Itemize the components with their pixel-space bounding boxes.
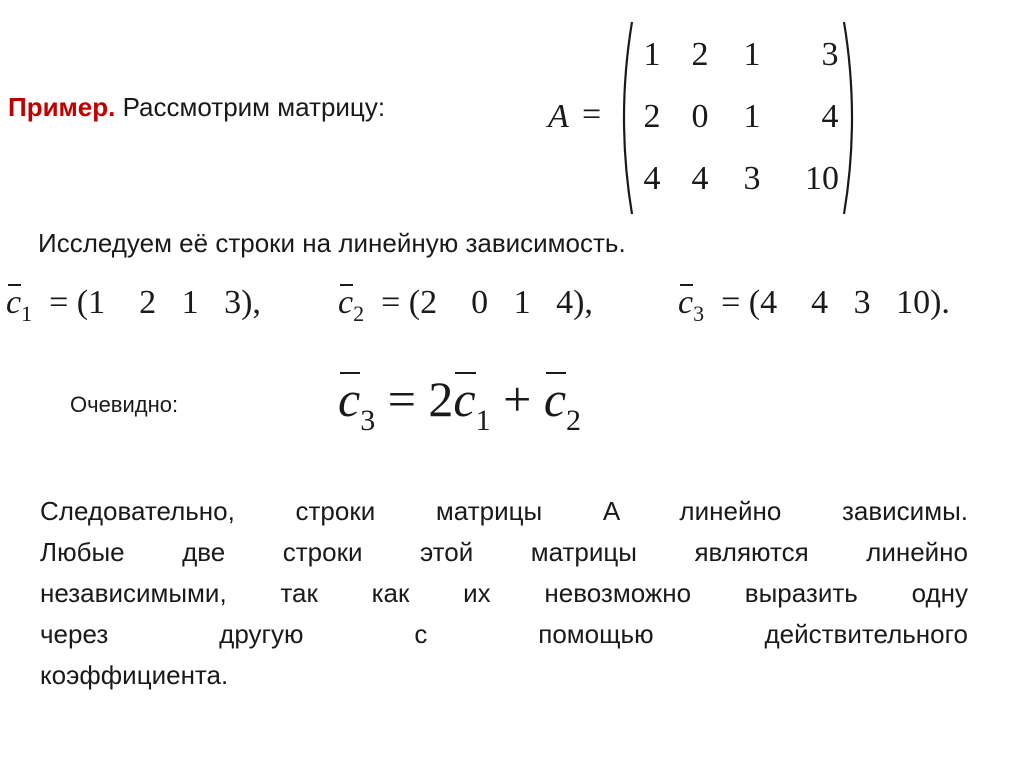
vector-component: 1	[88, 284, 106, 321]
equals-sign: =	[387, 371, 416, 427]
coefficient: 2	[428, 371, 454, 427]
matrix-cell: 2	[643, 98, 661, 135]
equals-sign: = (	[372, 284, 421, 321]
vector-symbol: c	[6, 284, 22, 321]
vector-component: 2	[420, 284, 438, 321]
matrix-cell: 1	[743, 98, 761, 135]
vector-symbol: c	[543, 371, 567, 427]
vector-subscript: 1	[21, 301, 33, 326]
matrix-cell: 10	[805, 160, 839, 197]
vector-component: 3	[853, 284, 871, 321]
matrix-cell: 3	[821, 36, 839, 73]
matrix-cell: 1	[643, 36, 661, 73]
equals-sign: = (	[712, 284, 761, 321]
conclusion-paragraph	[40, 491, 968, 696]
vector-subscript: 3	[360, 404, 376, 437]
vector-subscript: 1	[475, 404, 491, 437]
matrix-cell: 4	[643, 160, 661, 197]
matrix-a	[614, 18, 862, 218]
conclusion-line: Следовательно, строки матрицы A линейно зависимы.	[40, 496, 968, 526]
conclusion-line: Любые две строки этой матрицы являются линейно	[40, 537, 968, 567]
vector-component: 4	[811, 284, 829, 321]
matrix-cell: 0	[691, 98, 709, 135]
example-text: Рассмотрим матрицу:	[115, 92, 386, 122]
vector-c3: $c_3 = (4$ 4 3 10).	[678, 284, 950, 326]
example-heading	[8, 92, 385, 123]
vector-separator: ,	[584, 284, 593, 321]
dependency-formula	[338, 370, 582, 437]
vector-c1: $c_1 = (1$ 2 1 3),	[6, 284, 261, 326]
example-label: Пример.	[8, 92, 116, 122]
matrix-cell: 3	[743, 160, 761, 197]
matrix-equals-sign: =	[582, 96, 602, 133]
matrix-cell: 4	[691, 160, 709, 197]
equals-sign: = (	[40, 284, 89, 321]
vector-symbol: c	[338, 371, 361, 427]
vector-separator: ,	[252, 284, 261, 321]
vector-subscript: 2	[566, 404, 582, 437]
plus-sign: +	[503, 371, 532, 427]
vector-c2: $c_2 = (2$ 0 1 4),	[338, 284, 593, 326]
vector-component: 10	[896, 284, 931, 321]
vector-component: 3	[224, 284, 242, 321]
vector-component: 2	[139, 284, 157, 321]
vector-component: 4	[556, 284, 574, 321]
vector-symbol: c	[453, 371, 476, 427]
conclusion-line: независимыми, так как их невозможно выразить одну	[40, 578, 968, 608]
vector-subscript: 3	[693, 301, 705, 326]
vector-subscript: 2	[353, 301, 365, 326]
vector-component: 4	[760, 284, 778, 321]
matrix-cell: 4	[821, 98, 839, 135]
row-vectors	[6, 284, 1016, 334]
statement-text: Исследуем её строки на линейную зависимость.	[38, 228, 626, 258]
matrix-name: A	[548, 98, 569, 135]
vector-component: 1	[181, 284, 199, 321]
vector-separator: .	[941, 284, 950, 321]
matrix-cell: 1	[743, 36, 761, 73]
conclusion-line: через другую с помощью действительного	[40, 619, 968, 649]
obvious-label: Очевидно:	[70, 392, 179, 417]
vector-component: 0	[471, 284, 489, 321]
vector-symbol: c	[338, 284, 354, 321]
vector-symbol: c	[678, 284, 694, 321]
matrix-cell: 2	[691, 36, 709, 73]
vector-component: 1	[513, 284, 531, 321]
conclusion-line: коэффициента.	[40, 660, 229, 690]
